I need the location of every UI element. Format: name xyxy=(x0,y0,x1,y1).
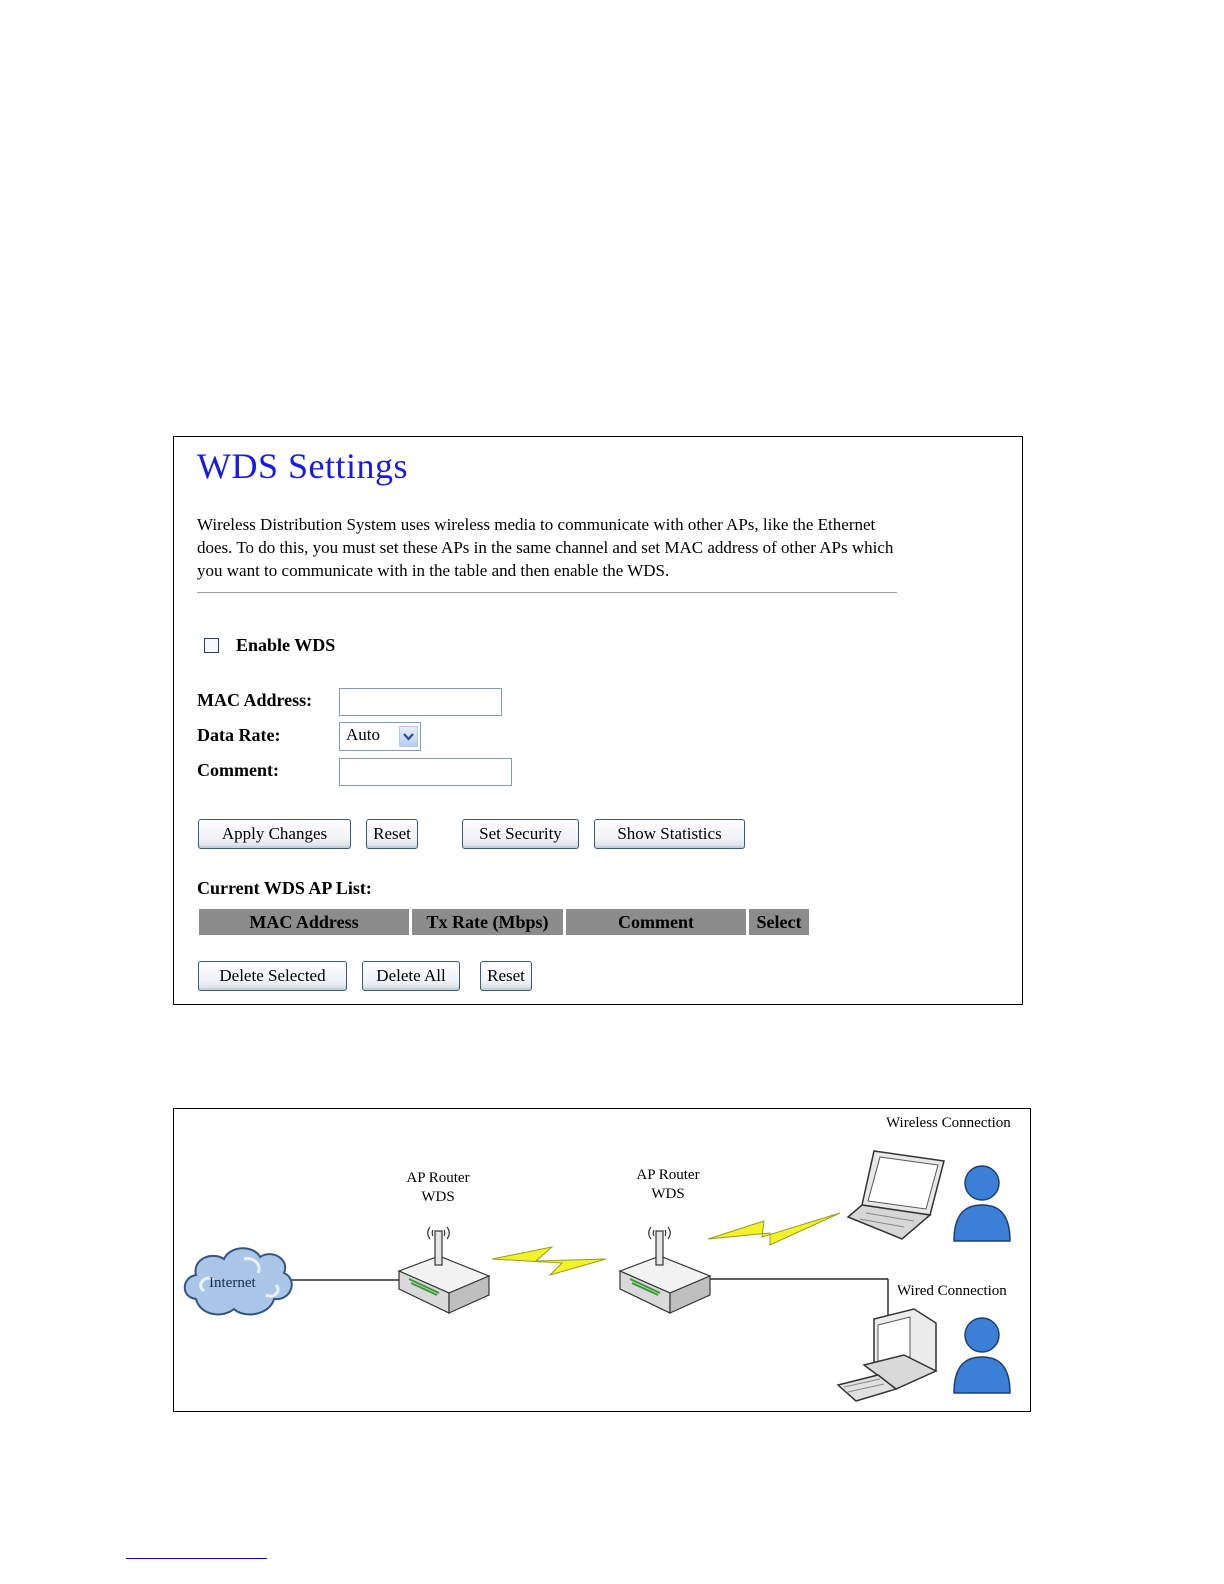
wireless-link-icon xyxy=(708,1213,840,1245)
show-statistics-button[interactable]: Show Statistics xyxy=(594,819,745,849)
router1-label-line2: WDS xyxy=(421,1189,455,1205)
wds-network-diagram xyxy=(173,1108,1031,1412)
comment-label: Comment: xyxy=(197,760,279,780)
data-rate-value: Auto xyxy=(346,725,380,744)
wired-connection-label: Wired Connection xyxy=(897,1283,1007,1299)
enable-wds-label: Enable WDS xyxy=(236,635,336,655)
mac-address-label: MAC Address: xyxy=(197,690,313,710)
router1-label xyxy=(396,1169,480,1207)
data-rate-select[interactable] xyxy=(339,722,421,751)
wireless-connection-label: Wireless Connection xyxy=(886,1115,1011,1131)
page-description: Wireless Distribution System uses wireless media to communicate with other APs, like the Ethernet does. To do this, you must set these APs in the same channel and set MAC address of other APs which you want to communicate with in the table and then enable the WDS. xyxy=(197,515,894,580)
table-header-mac-address: MAC Address xyxy=(199,909,409,935)
divider xyxy=(197,592,897,593)
internet-label: Internet xyxy=(209,1275,256,1291)
wds-ap-table xyxy=(199,909,809,935)
router2-label-line2: WDS xyxy=(651,1186,685,1202)
router2-label xyxy=(626,1166,710,1204)
router-icon xyxy=(620,1227,710,1313)
router-icon xyxy=(399,1227,489,1313)
desktop-computer-icon xyxy=(838,1309,936,1401)
router1-label-line1: AP Router xyxy=(406,1170,470,1186)
diagram-drawing xyxy=(174,1109,1030,1411)
mac-address-input[interactable] xyxy=(339,688,502,716)
wireless-link-icon xyxy=(492,1247,606,1275)
router2-label-line1: AP Router xyxy=(636,1167,700,1183)
list-reset-button[interactable]: Reset xyxy=(480,961,532,991)
chevron-down-icon[interactable] xyxy=(399,726,418,747)
delete-all-button[interactable]: Delete All xyxy=(362,961,460,991)
footnote-rule xyxy=(126,1558,267,1559)
data-rate-label: Data Rate: xyxy=(197,725,281,745)
table-header-comment: Comment xyxy=(566,909,746,935)
comment-input[interactable] xyxy=(339,758,512,786)
laptop-icon xyxy=(848,1151,944,1239)
page-title: WDS Settings xyxy=(197,446,409,486)
table-header-select: Select xyxy=(749,909,809,935)
wds-ap-list-title: Current WDS AP List: xyxy=(197,878,372,898)
reset-button[interactable]: Reset xyxy=(366,819,418,849)
delete-selected-button[interactable]: Delete Selected xyxy=(198,961,347,991)
user-icon xyxy=(954,1166,1010,1241)
enable-wds-checkbox[interactable] xyxy=(204,638,219,653)
user-icon xyxy=(954,1318,1010,1393)
wds-settings-panel xyxy=(173,436,1023,1005)
table-header-tx-rate: Tx Rate (Mbps) xyxy=(412,909,563,935)
set-security-button[interactable]: Set Security xyxy=(462,819,579,849)
enable-wds-row xyxy=(204,635,335,656)
apply-changes-button[interactable]: Apply Changes xyxy=(198,819,351,849)
